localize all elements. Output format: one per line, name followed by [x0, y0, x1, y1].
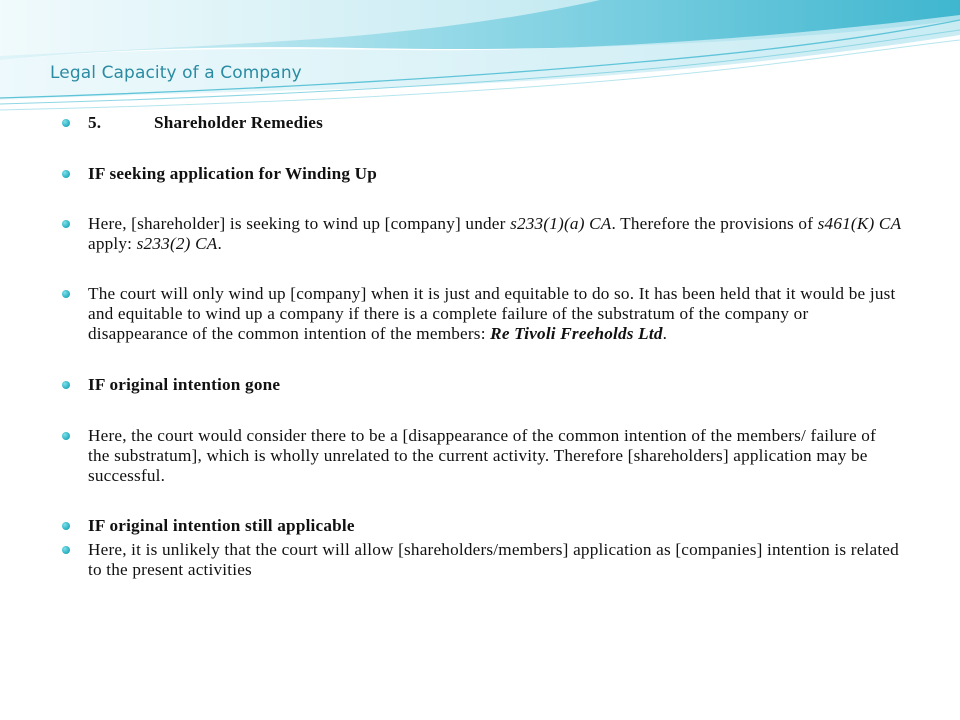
case-reference: Re Tivoli Freeholds Ltd	[490, 324, 663, 343]
bullet-text: Here, [shareholder] is seeking to wind up [company] under	[88, 214, 511, 233]
bullet-item-intention-applicable-heading	[62, 516, 902, 536]
bullet-dot-icon	[62, 220, 70, 228]
bullet-item-wind-up-provisions	[62, 214, 902, 254]
bullet-text: The court will only wind up [company] when it is just and equitable to do so. It has been held that it would be just and equitable to wind up a company if there is a complete failure of the substratum of the company or disappearance of the common intention of the members:	[88, 284, 896, 343]
bullet-dot-icon	[62, 119, 70, 127]
bullet-item-intention-gone	[62, 426, 902, 486]
bullet-item-shareholder-remedies	[62, 113, 902, 133]
bullet-dot-icon	[62, 522, 70, 530]
bullet-dot-icon	[62, 546, 70, 554]
bullet-item-intention-gone-heading	[62, 375, 902, 395]
statute-reference: s233(1)(a) CA	[510, 214, 612, 233]
bullet-dot-icon	[62, 432, 70, 440]
bullet-dot-icon	[62, 381, 70, 389]
bullet-text: .	[217, 234, 222, 253]
bullet-text: Here, it is unlikely that the court will allow [shareholders/members] application as [companies] intention is related to the present activities	[88, 540, 899, 579]
bullet-item-intention-applicable	[62, 540, 902, 580]
bullet-dot-icon	[62, 290, 70, 298]
bullet-text: IF seeking application for Winding Up	[88, 164, 377, 183]
bullet-text: Here, the court would consider there to be a [disappearance of the common intention of the members/ failure of the substratum], which is wholly unrelated to the current activity. Therefore [shareholders] application may be successful.	[88, 426, 876, 485]
statute-reference: s461(K) CA	[817, 214, 902, 233]
bullet-text: IF original intention still applicable	[88, 516, 355, 535]
bullet-text: .	[662, 324, 668, 343]
statute-reference: s233(2) CA	[136, 234, 218, 253]
section-number: 5.	[88, 113, 102, 132]
bullet-dot-icon	[62, 170, 70, 178]
bullet-item-winding-up-heading	[62, 164, 902, 184]
bullet-text: IF original intention gone	[88, 375, 281, 394]
bullet-text: apply:	[88, 234, 137, 253]
bullet-item-just-and-equitable	[62, 284, 902, 344]
bullet-text: . Therefore the provisions of	[611, 214, 818, 233]
slide-title: Legal Capacity of a Company	[50, 63, 302, 83]
section-heading: Shareholder Remedies	[154, 113, 324, 132]
bullet-list	[62, 113, 902, 580]
